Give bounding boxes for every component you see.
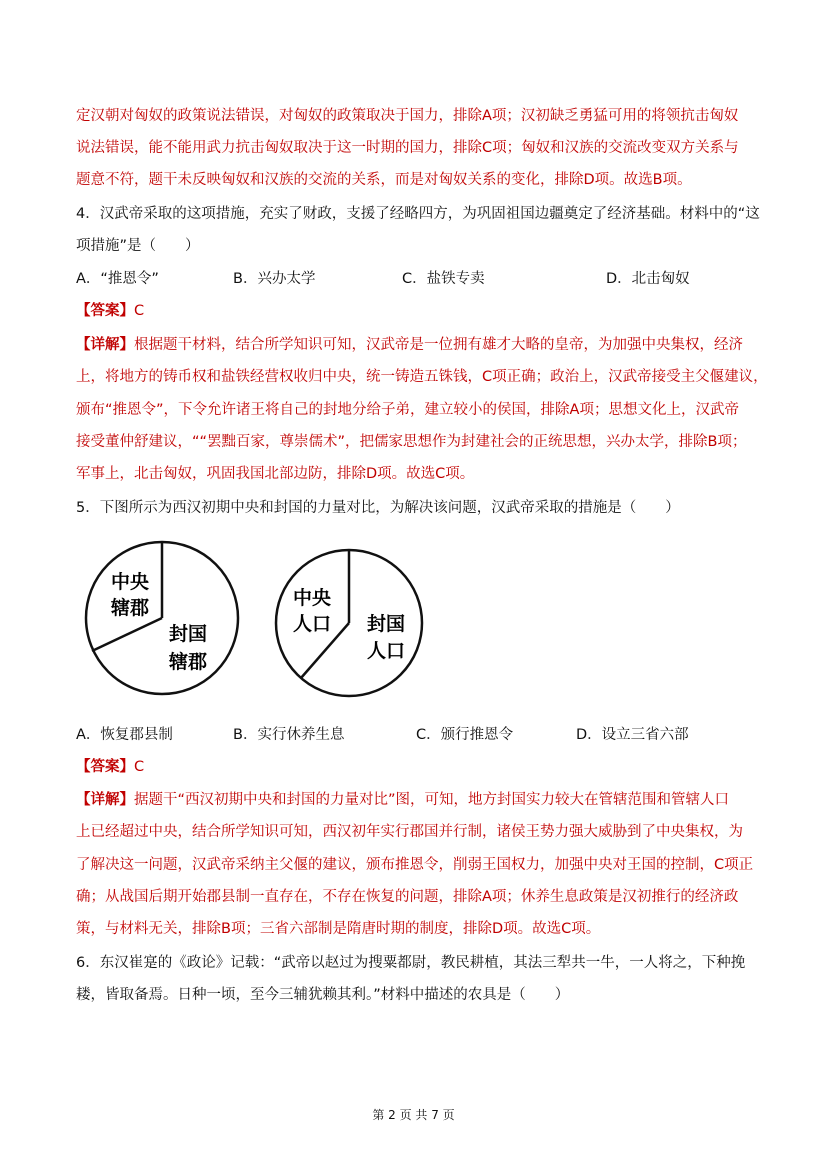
prev-explanation-line: 题意不符，题干未反映匈奴和汉族的交流的关系，而是对匈奴关系的变化，排除D项。故选B项。 [76, 172, 692, 188]
q5-option-d: D．设立三省六部 [576, 727, 689, 743]
page-footer: 第 2 页 共 7 页 [372, 1108, 455, 1122]
q6-stem-line: 耧，皆取备焉。日种一顷，至今三辅犹赖其利。”材料中描述的农具是（ ） [76, 987, 570, 1003]
q5-option-c: C．颁行推恩令 [416, 727, 514, 743]
q4-option-b: B．兴办太学 [233, 271, 316, 287]
center-slice-label: 中央 [110, 571, 150, 593]
center-slice-label: 人口 [292, 613, 332, 635]
q5-option-a: A．恢复郡县制 [76, 727, 173, 743]
q6-stem-line: 6．东汉崔寔的《政论》记载：“武帝以赵过为搜粟都尉，教民耕植，其法三犁共一牛，一人将之，下种挽 [76, 955, 746, 971]
q4-stem-line: 4．汉武帝采取的这项措施，充实了财政，支援了经略四方，为巩固祖国边疆奠定了经济基础。材料中的“这 [76, 206, 760, 222]
detail-text: 根据题干材料，结合所学知识可知，汉武帝是一位拥有雄才大略的皇帝，为加强中央集权，经济 [134, 337, 743, 353]
q4-option-c: C．盐铁专卖 [402, 271, 485, 287]
q5-detail-line: 上已经超过中央，结合所学知识可知，西汉初年实行郡国并行制，诸侯王势力强大威胁到了中央集权，为 [76, 824, 743, 840]
q4-detail-line: 颁布“推恩令”，下令允许诸王将自己的封地分给子弟，建立较小的侯国，排除A项；思想文化上，汉武帝 [76, 402, 739, 418]
pie-chart-jurisdiction [82, 538, 242, 698]
answer-tag: 【答案】 [76, 303, 134, 319]
center-slice-label: 辖郡 [110, 597, 150, 619]
q5-detail-line: 了解决这一问题，汉武帝采纳主父偃的建议，颁布推恩令，削弱王国权力，加强中央对王国的控制，C项正 [76, 857, 754, 873]
q4-detail-line [76, 335, 743, 355]
q5-detail-line: 策，与材料无关，排除B项；三省六部制是隋唐时期的制度，排除D项。故选C项。 [76, 921, 601, 937]
prev-explanation-line: 定汉朝对匈奴的政策说法错误，对匈奴的政策取决于国力，排除A项；汉初缺乏勇猛可用的将领抗击匈奴 [76, 108, 739, 124]
fengguo-slice-label: 封国 [168, 623, 208, 645]
q4-answer [76, 301, 144, 321]
answer-value: C [134, 759, 145, 775]
q4-detail-line: 接受董仲舒建议，““罢黜百家，尊崇儒术”，把儒家思想作为封建社会的正统思想，兴办太学，排除B项； [76, 434, 747, 450]
fengguo-slice-label: 辖郡 [168, 651, 208, 673]
q5-detail-line: 确；从战国后期开始郡县制一直存在，不存在恢复的问题，排除A项；休养生息政策是汉初推行的经济政 [76, 889, 739, 905]
q4-detail-line: 军事上，北击匈奴，巩固我国北部边防，排除D项。故选C项。 [76, 466, 475, 482]
q5-stem: 5．下图所示为西汉初期中央和封国的力量对比，为解决该问题，汉武帝采取的措施是（ ） [76, 500, 680, 516]
fengguo-slice-label: 人口 [366, 640, 406, 662]
detail-tag: 【详解】 [76, 792, 134, 808]
q4-option-a: A．“推恩令” [76, 271, 159, 287]
q5-answer [76, 757, 144, 777]
prev-explanation-line: 说法错误，能不能用武力抗击匈奴取决于这一时期的国力，排除C项；匈奴和汉族的交流改变双方关系与 [76, 140, 739, 156]
answer-tag: 【答案】 [76, 759, 134, 775]
detail-tag: 【详解】 [76, 337, 134, 353]
fengguo-slice-label: 封国 [366, 613, 406, 635]
center-slice-label: 中央 [292, 587, 332, 609]
detail-text: 据题干“西汉初期中央和封国的力量对比”图，可知，地方封国实力较大在管辖范围和管辖人口 [134, 792, 730, 808]
q5-detail-line [76, 790, 729, 810]
answer-value: C [134, 303, 145, 319]
q4-option-d: D．北击匈奴 [606, 271, 690, 287]
pie-chart-population [272, 546, 426, 700]
q5-option-b: B．实行休养生息 [233, 727, 345, 743]
q4-stem-line: 项措施”是（ ） [76, 238, 200, 254]
q4-detail-line: 上，将地方的铸币权和盐铁经营权收归中央，统一铸造五铢钱，C项正确；政治上，汉武帝接受主父偃建议， [76, 369, 768, 385]
